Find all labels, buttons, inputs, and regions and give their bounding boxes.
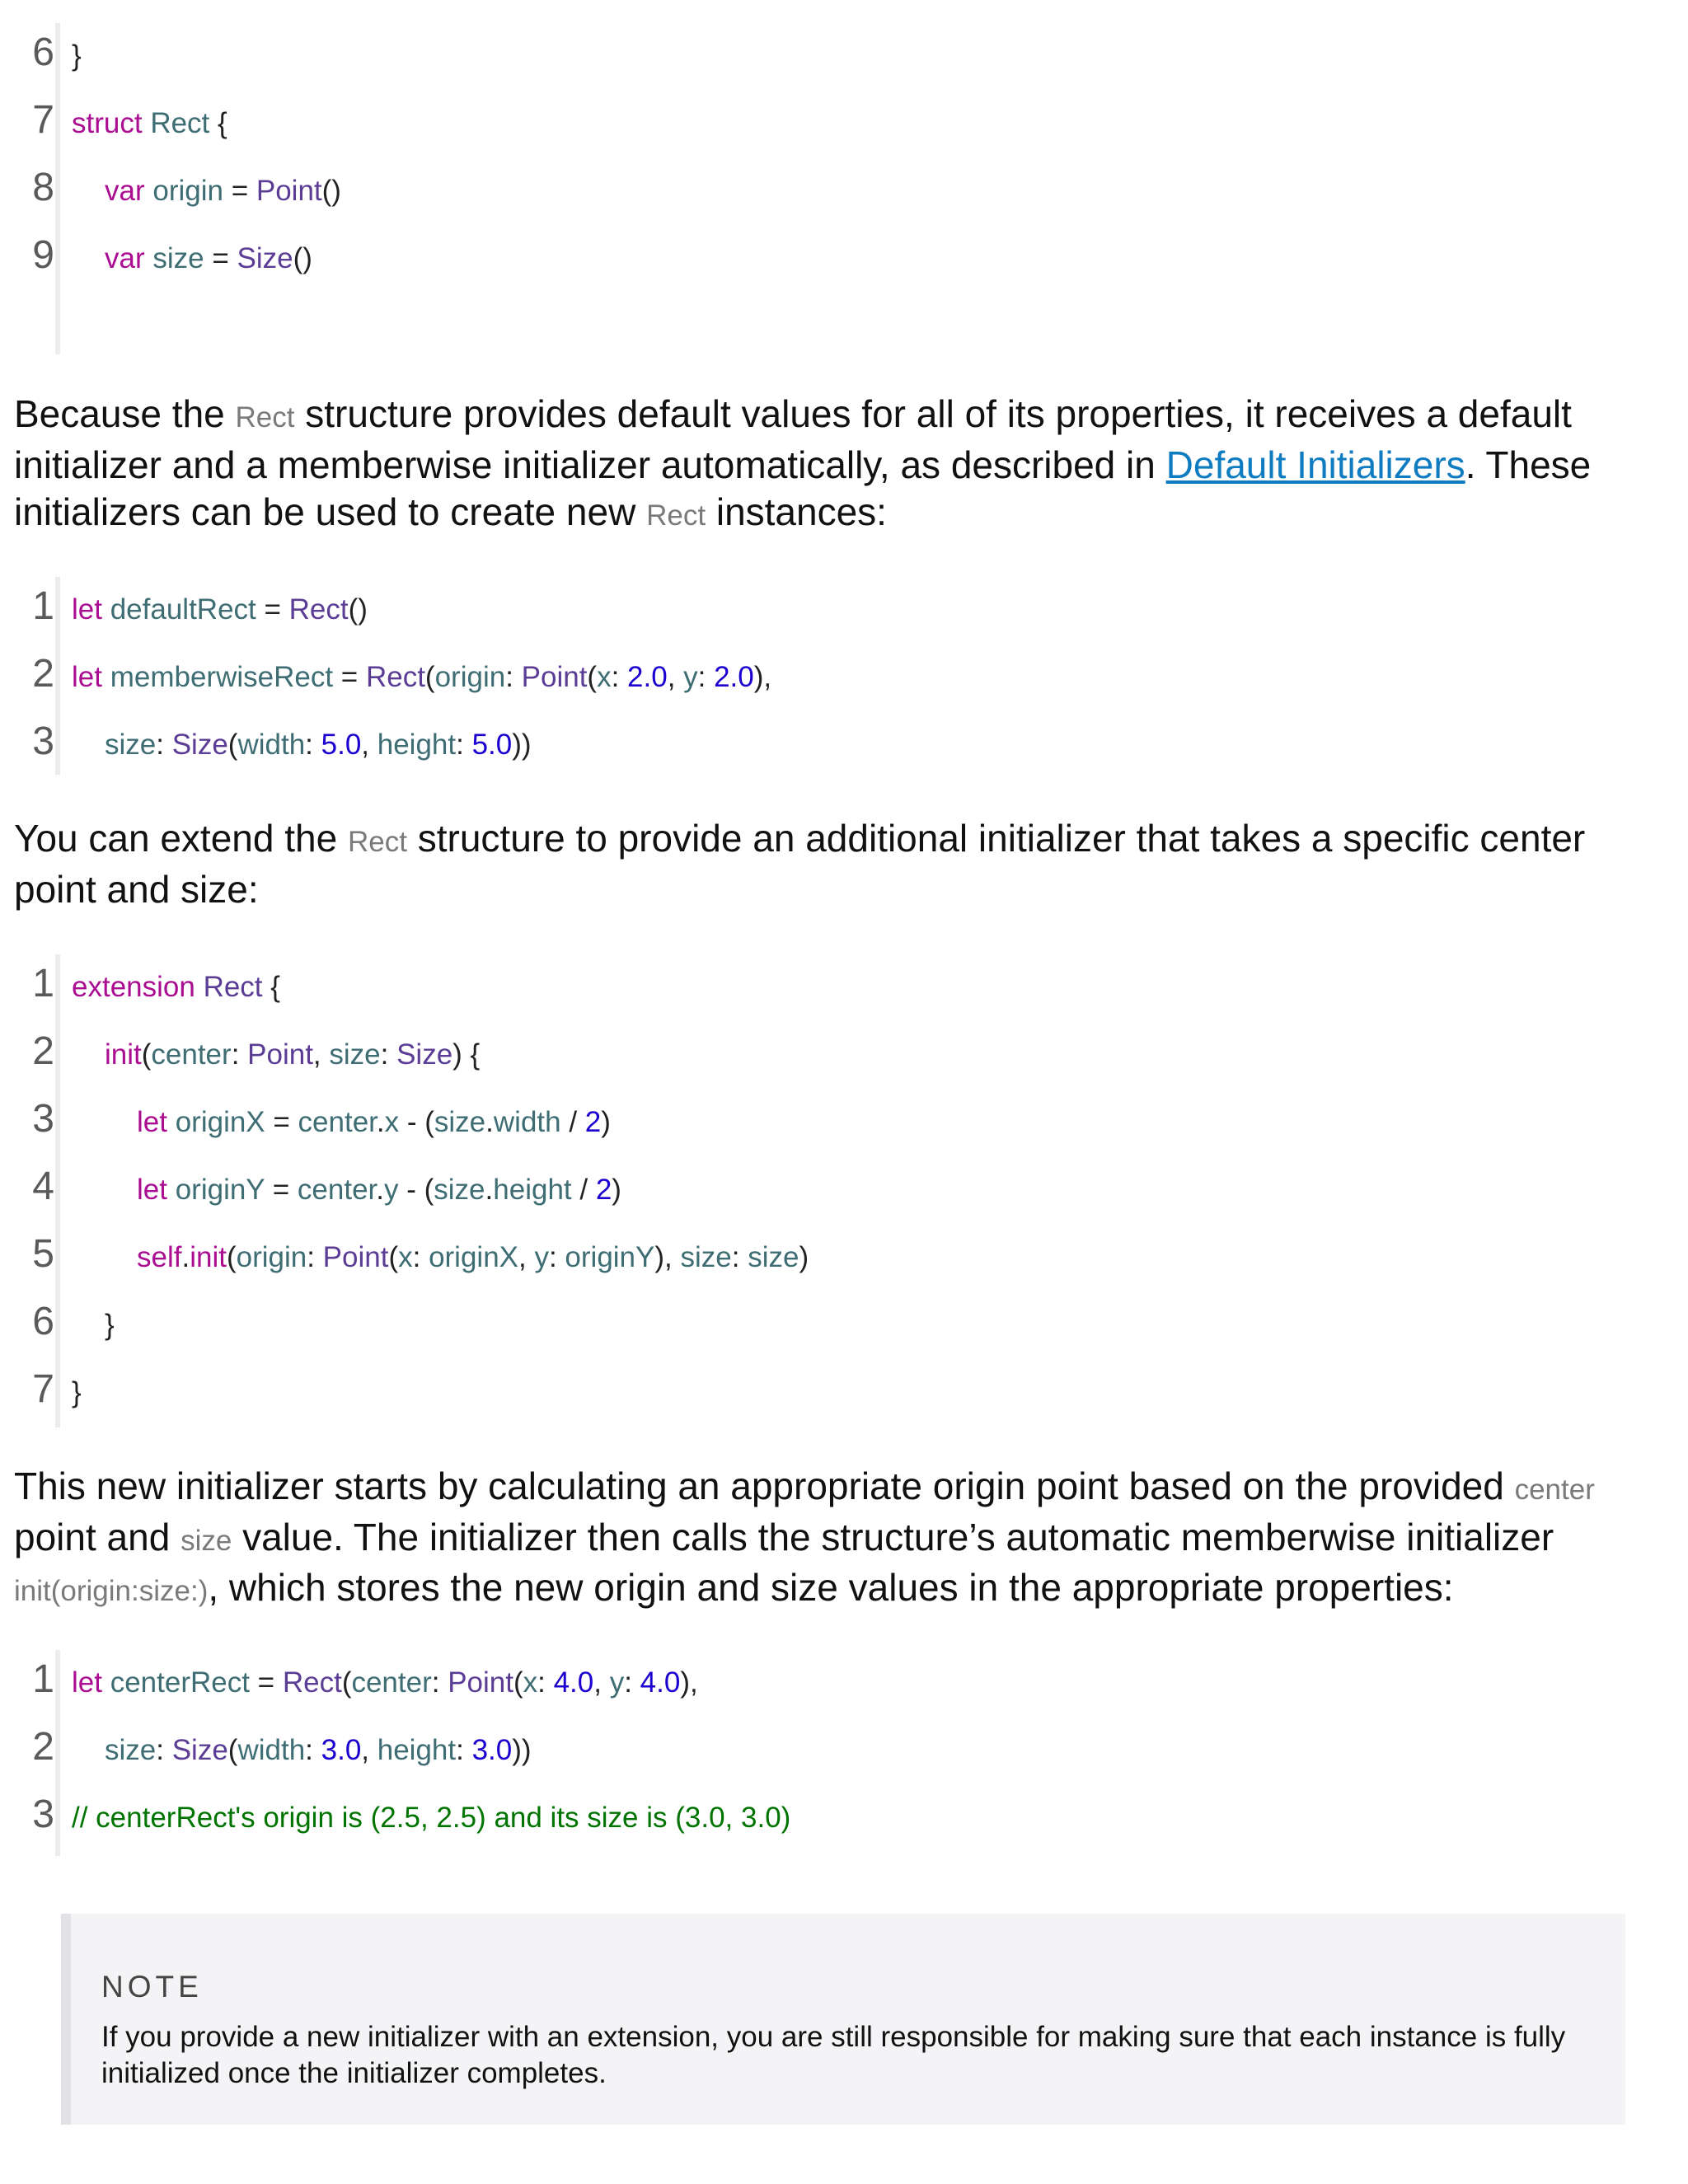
line-number: 5 bbox=[32, 1232, 54, 1276]
code-text: let originX = center.x - (size.width / 2) bbox=[137, 1106, 611, 1138]
code-line bbox=[20, 954, 1652, 1022]
line-number: 7 bbox=[32, 98, 54, 142]
paragraph-text: This new initializer starts by calculating an appropriate origin point based on the provided bbox=[14, 1465, 1515, 1507]
code-line bbox=[20, 1157, 1652, 1225]
paragraph-text: , which stores the new origin and size values in the appropriate properties: bbox=[208, 1566, 1454, 1609]
line-number: 6 bbox=[32, 1300, 54, 1343]
line-number: 8 bbox=[32, 166, 54, 209]
paragraph-text: You can extend the bbox=[14, 817, 348, 860]
code-block-rect-instances bbox=[20, 577, 1652, 775]
paragraph-text: structure provides default values for all of its properties, it receives a default initializer and a memberwise initializer automatically, as described in bbox=[14, 392, 1572, 486]
code-text: let memberwiseRect = Rect(origin: Point(x: 2.0, y: 2.0), bbox=[72, 661, 772, 693]
code-line bbox=[20, 1225, 1652, 1292]
line-number: 2 bbox=[32, 1029, 54, 1073]
note-text: If you provide a new initializer with an extension, you are still responsible for making sure that each instance is fully initialized once the initializer completes. bbox=[101, 2021, 1566, 2089]
line-number: 9 bbox=[32, 233, 54, 277]
code-text: self.init(origin: Point(x: originX, y: originY), size: size) bbox=[137, 1241, 809, 1273]
code-line bbox=[20, 1022, 1652, 1090]
paragraph-initializer-explanation bbox=[14, 1463, 1654, 1615]
line-number: 3 bbox=[32, 1097, 54, 1141]
paragraph-default-initializers bbox=[14, 391, 1654, 540]
code-text: extension Rect { bbox=[72, 971, 280, 1003]
code-text: size: Size(width: 3.0, height: 3.0)) bbox=[105, 1734, 532, 1766]
code-line bbox=[20, 1650, 1652, 1718]
code-line bbox=[20, 23, 1652, 91]
line-number: 1 bbox=[32, 962, 54, 1005]
code-text: let defaultRect = Rect() bbox=[72, 593, 368, 626]
note-accent-bar bbox=[61, 1914, 71, 2125]
line-number: 3 bbox=[32, 1793, 54, 1836]
line-number: 3 bbox=[32, 719, 54, 763]
line-number: 1 bbox=[32, 584, 54, 628]
line-number: 4 bbox=[32, 1165, 54, 1208]
code-text: init(center: Point, size: Size) { bbox=[105, 1038, 481, 1071]
code-text: let originY = center.y - (size.height / 2) bbox=[137, 1174, 621, 1206]
code-line bbox=[20, 712, 1652, 780]
code-text: size: Size(width: 5.0, height: 5.0)) bbox=[105, 729, 532, 761]
inline-code: Rect bbox=[347, 826, 407, 858]
note-box bbox=[61, 1914, 1625, 2125]
code-text: } bbox=[72, 1376, 82, 1408]
paragraph-extend-rect bbox=[14, 815, 1654, 913]
line-number: 6 bbox=[32, 30, 54, 74]
code-block-center-rect bbox=[20, 1650, 1652, 1856]
code-line bbox=[20, 1292, 1652, 1360]
line-number: 2 bbox=[32, 1725, 54, 1769]
code-line bbox=[20, 226, 1652, 293]
line-number: 1 bbox=[32, 1657, 54, 1701]
paragraph-text: instances: bbox=[706, 490, 887, 533]
default-initializers-link[interactable]: Default Initializers bbox=[1165, 443, 1465, 486]
paragraph-text: . These initializers can be used to create new bbox=[14, 443, 1592, 533]
line-number: 7 bbox=[32, 1367, 54, 1411]
code-line bbox=[20, 1785, 1652, 1853]
inline-code: size bbox=[181, 1524, 232, 1557]
code-line bbox=[20, 1090, 1652, 1157]
code-line bbox=[20, 644, 1652, 712]
code-line bbox=[20, 158, 1652, 226]
inline-code: init(origin:size:) bbox=[14, 1575, 209, 1607]
paragraph-text: Because the bbox=[14, 392, 236, 435]
code-text: } bbox=[72, 40, 82, 72]
code-line bbox=[20, 1360, 1652, 1427]
code-line bbox=[20, 1718, 1652, 1785]
code-line bbox=[20, 91, 1652, 158]
code-text: var origin = Point() bbox=[105, 175, 341, 207]
paragraph-text: point and bbox=[14, 1515, 181, 1558]
note-title: NOTE bbox=[101, 1970, 203, 2004]
line-number: 2 bbox=[32, 652, 54, 696]
code-line bbox=[20, 577, 1652, 644]
code-comment: // centerRect's origin is (2.5, 2.5) and its size is (3.0, 3.0) bbox=[72, 1802, 791, 1834]
paragraph-text: value. The initializer then calls the structure’s automatic memberwise initializer bbox=[232, 1515, 1554, 1558]
code-block-rect-extension bbox=[20, 954, 1652, 1427]
paragraph-text: structure to provide an additional initializer that takes a specific center point and size: bbox=[14, 817, 1586, 911]
code-block-rect-struct bbox=[20, 23, 1652, 354]
code-text: var size = Size() bbox=[105, 242, 312, 274]
code-text: } bbox=[105, 1309, 115, 1341]
inline-code: Rect bbox=[646, 499, 706, 532]
inline-code: Rect bbox=[235, 401, 295, 434]
code-text: let centerRect = Rect(center: Point(x: 4.0, y: 4.0), bbox=[72, 1666, 698, 1699]
code-text: struct Rect { bbox=[72, 107, 227, 139]
inline-code: center bbox=[1514, 1474, 1595, 1506]
